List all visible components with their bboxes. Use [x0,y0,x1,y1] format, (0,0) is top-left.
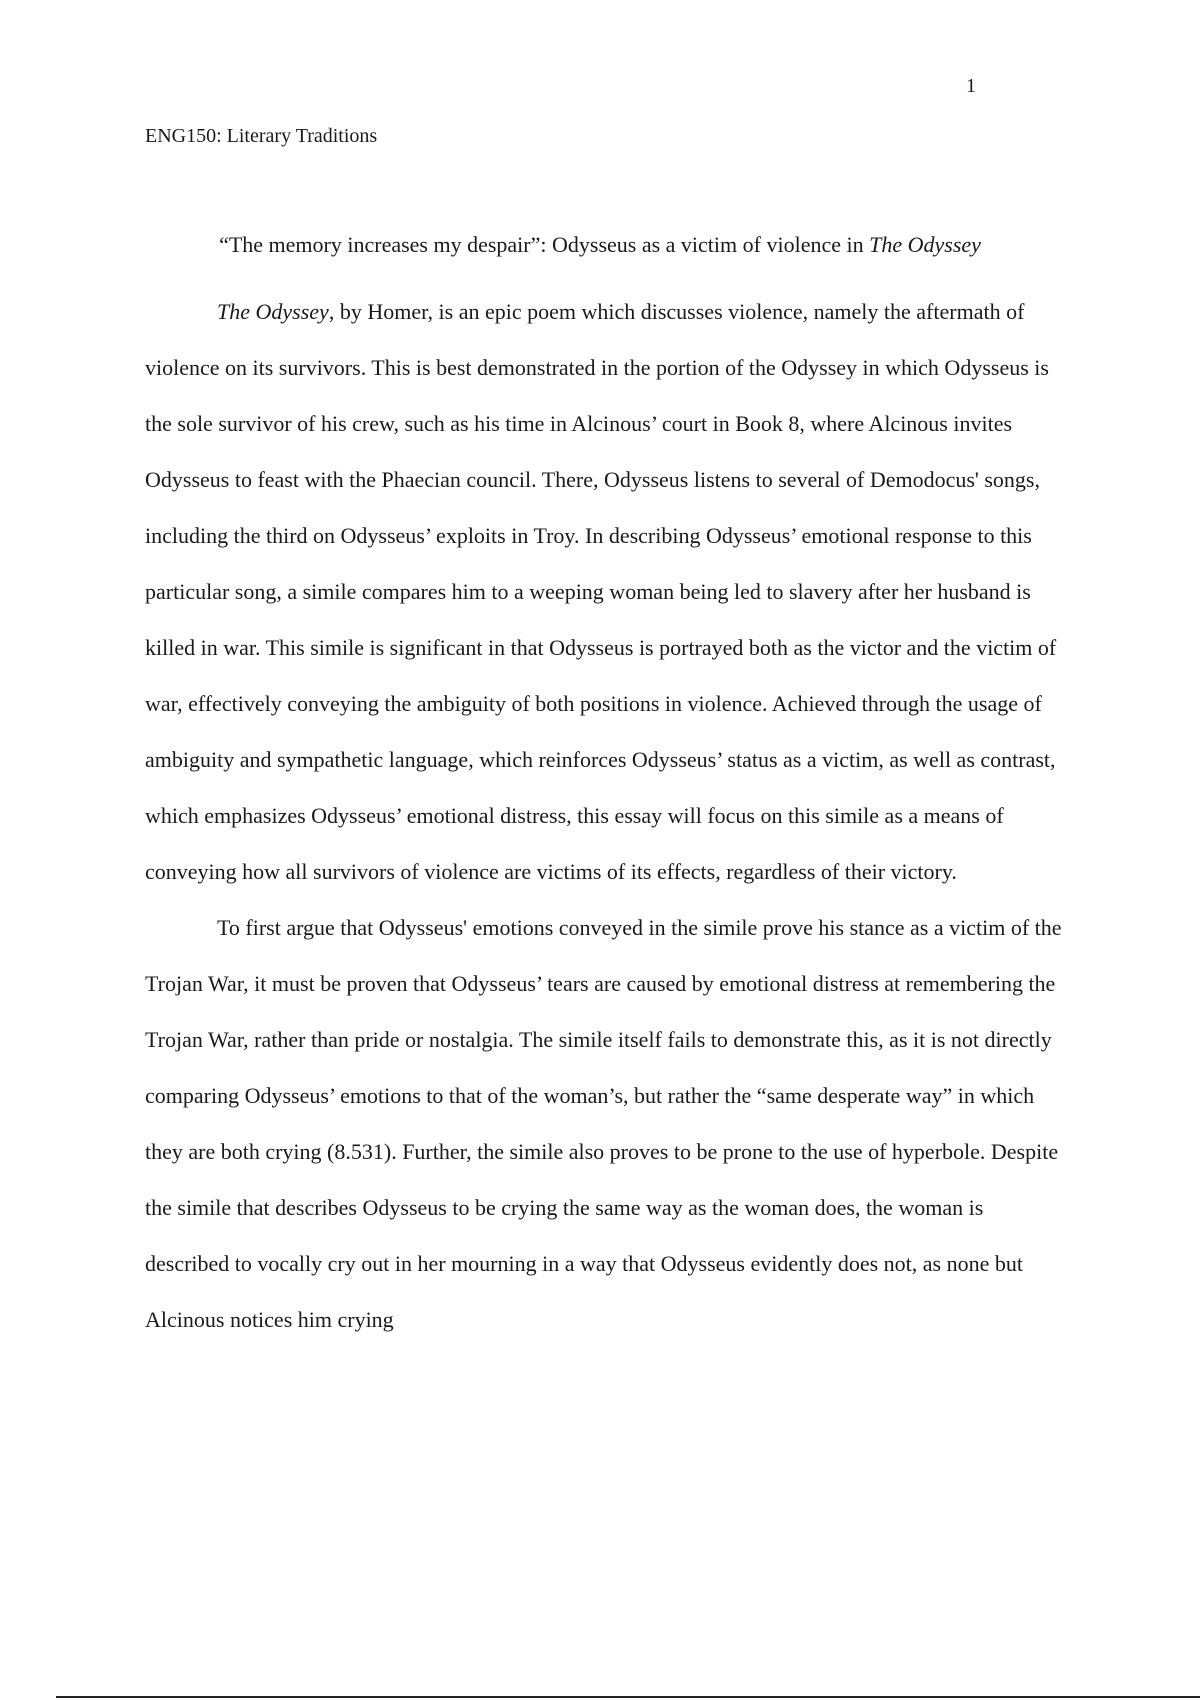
paragraph-1 [145,284,1070,900]
page-number: 1 [966,75,976,97]
essay-title-work: The Odyssey [869,232,981,257]
paragraph-2-text: To first argue that Odysseus' emotions conveyed in the simile prove his stance as a victim of the Trojan War, it must be proven that Odysseus’ tears are caused by emotional distress at remembering the Trojan War, rather than pride or nostalgia. The simile itself fails to demonstrate this, as it is not directly comparing Odysseus’ emotions to that of the woman’s, but rather the “same desperate way” in which they are both crying (8.531). Further, the simile also proves to be prone to the use of hyperbole. Despite the simile that describes Odysseus to be crying the same way as the woman does, the woman is described to vocally cry out in her mourning in a way that Odysseus evidently does not, as none but Alcinous notices him crying [145,915,1062,1332]
essay-title-text: “The memory increases my despair”: Odysseus as a victim of violence in [219,232,870,257]
page-bottom-rule [56,1696,1200,1698]
essay-body [145,284,1070,1348]
paragraph-1-text: , by Homer, is an epic poem which discusses violence, namely the aftermath of violence on its survivors. This is best demonstrated in the portion of the Odyssey in which Odysseus is the sole survivor of his crew, such as his time in Alcinous’ court in Book 8, where Alcinous invites Odysseus to feast with the Phaecian council. There, Odysseus listens to several of Demodocus' songs, including the third on Odysseus’ exploits in Troy. In describing Odysseus’ emotional response to this particular song, a simile compares him to a weeping woman being led to slavery after her husband is killed in war. This simile is significant in that Odysseus is portrayed both as the victor and the victim of war, effectively conveying the ambiguity of both positions in violence. Achieved through the usage of ambiguity and sympathetic language, which reinforces Odysseus’ status as a victim, as well as contrast, which emphasizes Odysseus’ emotional distress, this essay will focus on this simile as a means of conveying how all survivors of violence are victims of its effects, regardless of their victory. [145,299,1057,884]
paragraph-1-work-title: The Odyssey [217,299,329,324]
course-header: ENG150: Literary Traditions [145,125,378,147]
essay-title [0,230,1200,260]
paragraph-2 [145,900,1070,1348]
